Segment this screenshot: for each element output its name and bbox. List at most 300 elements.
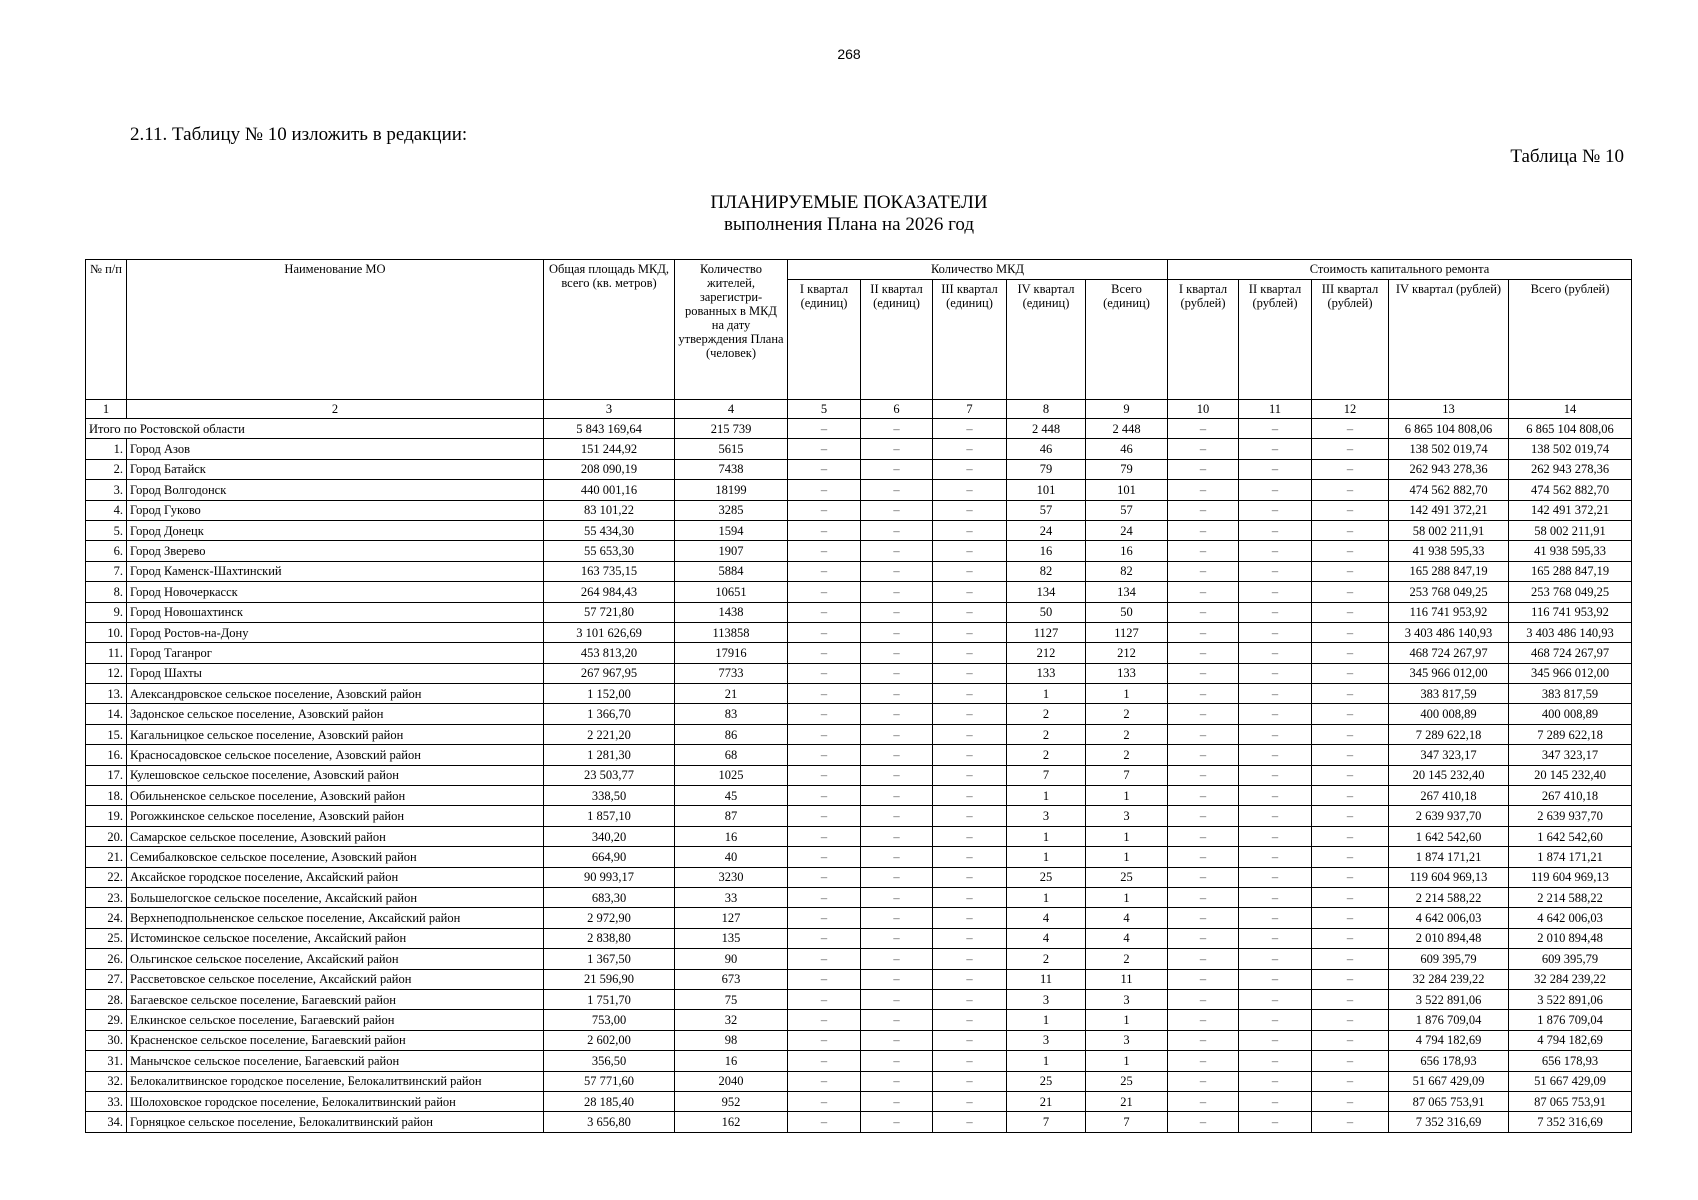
column-number: 6 — [861, 400, 933, 419]
cell-residents: 135 — [675, 928, 788, 948]
cell-q2-cost: – — [1239, 439, 1312, 459]
cell-total-units: 82 — [1086, 561, 1168, 581]
table-row — [86, 928, 1632, 948]
cell-q1-units: – — [788, 969, 861, 989]
total-area: 5 843 169,64 — [544, 419, 675, 439]
cell-total-cost: 41 938 595,33 — [1509, 541, 1632, 561]
cell-q4-units: 16 — [1007, 541, 1086, 561]
cell-total-units: 4 — [1086, 908, 1168, 928]
cell-q2-cost: – — [1239, 1091, 1312, 1111]
cell-name: Город Зверево — [127, 541, 544, 561]
cell-q3-cost: – — [1312, 765, 1389, 785]
cell-q4-cost: 7 352 316,69 — [1389, 1112, 1509, 1132]
column-number: 2 — [127, 400, 544, 419]
cell-q4-cost: 87 065 753,91 — [1389, 1091, 1509, 1111]
cell-residents: 87 — [675, 806, 788, 826]
total-residents: 215 739 — [675, 419, 788, 439]
cell-q1-cost: – — [1168, 908, 1239, 928]
cell-q3-cost: – — [1312, 949, 1389, 969]
cell-name: Елкинское сельское поселение, Багаевский район — [127, 1010, 544, 1030]
cell-q2-units: – — [861, 439, 933, 459]
cell-no: 17. — [86, 765, 127, 785]
cell-q1-units: – — [788, 1051, 861, 1071]
cell-q2-units: – — [861, 949, 933, 969]
cell-q4-units: 25 — [1007, 867, 1086, 887]
cell-residents: 1438 — [675, 602, 788, 622]
table-row — [86, 989, 1632, 1009]
cell-q3-units: – — [933, 847, 1007, 867]
cell-q1-units: – — [788, 602, 861, 622]
cell-q2-cost: – — [1239, 765, 1312, 785]
cell-q1-units: – — [788, 500, 861, 520]
cell-total-cost: 656 178,93 — [1509, 1051, 1632, 1071]
cell-q2-cost: – — [1239, 887, 1312, 907]
cell-q3-cost: – — [1312, 459, 1389, 479]
cell-total-units: 25 — [1086, 1071, 1168, 1091]
cell-q1-units: – — [788, 582, 861, 602]
cell-q4-cost: 2 639 937,70 — [1389, 806, 1509, 826]
cell-q4-cost: 138 502 019,74 — [1389, 439, 1509, 459]
column-number: 1 — [86, 400, 127, 419]
cell-q2-cost: – — [1239, 500, 1312, 520]
cell-q3-cost: – — [1312, 684, 1389, 704]
cell-total-units: 79 — [1086, 459, 1168, 479]
cell-total-cost: 7 289 622,18 — [1509, 724, 1632, 744]
cell-q4-cost: 32 284 239,22 — [1389, 969, 1509, 989]
table-row — [86, 561, 1632, 581]
cell-q2-cost: – — [1239, 684, 1312, 704]
cell-total-cost: 2 214 588,22 — [1509, 887, 1632, 907]
cell-name: Город Новошахтинск — [127, 602, 544, 622]
cell-no: 4. — [86, 500, 127, 520]
cell-no: 21. — [86, 847, 127, 867]
cell-q3-cost: – — [1312, 439, 1389, 459]
cell-q4-units: 1 — [1007, 847, 1086, 867]
cell-total-units: 21 — [1086, 1091, 1168, 1111]
cell-total-cost: 400 008,89 — [1509, 704, 1632, 724]
cell-total-units: 1 — [1086, 887, 1168, 907]
cell-q3-cost: – — [1312, 724, 1389, 744]
cell-area: 340,20 — [544, 826, 675, 846]
cell-q1-units: – — [788, 1010, 861, 1030]
cell-total-cost: 51 667 429,09 — [1509, 1071, 1632, 1091]
cell-q1-cost: – — [1168, 1091, 1239, 1111]
cell-residents: 16 — [675, 826, 788, 846]
cell-q1-units: – — [788, 419, 861, 439]
cell-q1-cost: – — [1168, 1051, 1239, 1071]
document-title: ПЛАНИРУЕМЫЕ ПОКАЗАТЕЛИ — [710, 192, 988, 213]
cell-q2-cost: – — [1239, 806, 1312, 826]
cell-q4-cost: 609 395,79 — [1389, 949, 1509, 969]
cell-no: 27. — [86, 969, 127, 989]
cell-total-units: 50 — [1086, 602, 1168, 622]
cell-q2-units: – — [861, 908, 933, 928]
cell-no: 7. — [86, 561, 127, 581]
cell-area: 1 857,10 — [544, 806, 675, 826]
cell-q1-cost: – — [1168, 704, 1239, 724]
cell-name: Горняцкое сельское поселение, Белокалитвинский район — [127, 1112, 544, 1132]
cell-q1-cost: – — [1168, 928, 1239, 948]
cell-q4-units: 134 — [1007, 582, 1086, 602]
cell-q4-units: 2 — [1007, 724, 1086, 744]
cell-q4-cost: 1 874 171,21 — [1389, 847, 1509, 867]
cell-area: 21 596,90 — [544, 969, 675, 989]
cell-no: 3. — [86, 480, 127, 500]
cell-total-units: 3 — [1086, 989, 1168, 1009]
cell-no: 33. — [86, 1091, 127, 1111]
intro-text: 2.11. Таблицу № 10 изложить в редакции: — [130, 124, 468, 145]
cell-q2-cost: – — [1239, 622, 1312, 642]
cell-residents: 83 — [675, 704, 788, 724]
cell-q3-units: – — [933, 1071, 1007, 1091]
cell-q2-units: – — [861, 786, 933, 806]
cell-total-cost: 474 562 882,70 — [1509, 480, 1632, 500]
cell-name: Истоминское сельское поселение, Аксайский район — [127, 928, 544, 948]
table-row — [86, 847, 1632, 867]
table-row — [86, 745, 1632, 765]
cell-name: Рогожкинское сельское поселение, Азовский район — [127, 806, 544, 826]
table-row — [86, 724, 1632, 744]
cell-q1-cost: – — [1168, 826, 1239, 846]
cell-total-units: 24 — [1086, 520, 1168, 540]
cell-name: Красненское сельское поселение, Багаевский район — [127, 1030, 544, 1050]
cell-total-cost: 1 874 171,21 — [1509, 847, 1632, 867]
cell-name: Большелогское сельское поселение, Аксайский район — [127, 887, 544, 907]
cell-q3-cost: – — [1312, 786, 1389, 806]
cell-q4-units: 57 — [1007, 500, 1086, 520]
cell-q1-cost: – — [1168, 541, 1239, 561]
cell-residents: 33 — [675, 887, 788, 907]
cell-q2-units: – — [861, 663, 933, 683]
column-number: 13 — [1389, 400, 1509, 419]
cell-q1-units: – — [788, 826, 861, 846]
cell-q2-units: – — [861, 500, 933, 520]
cell-no: 14. — [86, 704, 127, 724]
cell-q4-cost: 116 741 953,92 — [1389, 602, 1509, 622]
cell-total-units: 1 — [1086, 786, 1168, 806]
cell-total-units: 11 — [1086, 969, 1168, 989]
table-row — [86, 602, 1632, 622]
cell-total-units: 2 — [1086, 704, 1168, 724]
cell-q4-cost: 267 410,18 — [1389, 786, 1509, 806]
column-number: 9 — [1086, 400, 1168, 419]
cell-q1-cost: – — [1168, 1030, 1239, 1050]
cell-q1-units: – — [788, 908, 861, 928]
document-subtitle: выполнения Плана на 2026 год — [723, 214, 975, 235]
cell-q4-units: 2 — [1007, 949, 1086, 969]
cell-q4-cost: 20 145 232,40 — [1389, 765, 1509, 785]
cell-q1-units: – — [788, 806, 861, 826]
cell-area: 338,50 — [544, 786, 675, 806]
table-row — [86, 459, 1632, 479]
cell-total-cost: 347 323,17 — [1509, 745, 1632, 765]
cell-name: Город Таганрог — [127, 643, 544, 663]
cell-q4-cost: 253 768 049,25 — [1389, 582, 1509, 602]
cell-q3-cost: – — [1312, 561, 1389, 581]
cell-q4-cost: 119 604 969,13 — [1389, 867, 1509, 887]
cell-q4-units: 101 — [1007, 480, 1086, 500]
cell-q1-units: – — [788, 459, 861, 479]
cell-total-units: 1 — [1086, 1010, 1168, 1030]
table-row — [86, 684, 1632, 704]
table-row — [86, 582, 1632, 602]
cell-total-units: 16 — [1086, 541, 1168, 561]
cell-q2-units: – — [861, 847, 933, 867]
cell-q2-units: – — [861, 867, 933, 887]
cell-total-cost: 267 410,18 — [1509, 786, 1632, 806]
header-name: Наименование МО — [127, 260, 544, 400]
cell-q2-units: – — [861, 1071, 933, 1091]
table-row — [86, 1010, 1632, 1030]
cell-q3-units: – — [933, 1051, 1007, 1071]
cell-q1-cost: – — [1168, 847, 1239, 867]
cell-residents: 40 — [675, 847, 788, 867]
table-row — [86, 1051, 1632, 1071]
cell-no: 18. — [86, 786, 127, 806]
cell-q3-units: – — [933, 561, 1007, 581]
cell-q2-units: – — [861, 806, 933, 826]
cell-q2-cost: – — [1239, 786, 1312, 806]
cell-q3-cost: – — [1312, 643, 1389, 663]
cell-q4-units: 2 — [1007, 704, 1086, 724]
cell-residents: 86 — [675, 724, 788, 744]
cell-q1-cost: – — [1168, 969, 1239, 989]
cell-q4-cost: 2 010 894,48 — [1389, 928, 1509, 948]
cell-total-cost: 1 876 709,04 — [1509, 1010, 1632, 1030]
cell-residents: 90 — [675, 949, 788, 969]
cell-residents: 1025 — [675, 765, 788, 785]
cell-area: 440 001,16 — [544, 480, 675, 500]
cell-q3-cost: – — [1312, 1030, 1389, 1050]
cell-q2-units: – — [861, 1091, 933, 1111]
cell-total-units: 46 — [1086, 439, 1168, 459]
column-number: 12 — [1312, 400, 1389, 419]
cell-no: 23. — [86, 887, 127, 907]
cell-q2-cost: – — [1239, 989, 1312, 1009]
table-row — [86, 786, 1632, 806]
cell-q3-units: – — [933, 724, 1007, 744]
cell-q4-cost: 474 562 882,70 — [1389, 480, 1509, 500]
cell-q3-units: – — [933, 480, 1007, 500]
cell-name: Город Ростов-на-Дону — [127, 622, 544, 642]
cell-q4-units: 1 — [1007, 887, 1086, 907]
cell-q2-cost: – — [1239, 643, 1312, 663]
cell-total-cost: 345 966 012,00 — [1509, 663, 1632, 683]
cell-name: Город Шахты — [127, 663, 544, 683]
cell-name: Ольгинское сельское поселение, Аксайский район — [127, 949, 544, 969]
cell-q4-units: 1127 — [1007, 622, 1086, 642]
cell-no: 2. — [86, 459, 127, 479]
cell-q4-cost: 347 323,17 — [1389, 745, 1509, 765]
table-row — [86, 1030, 1632, 1050]
cell-q3-units: – — [933, 989, 1007, 1009]
cell-residents: 75 — [675, 989, 788, 1009]
cell-q1-cost: – — [1168, 459, 1239, 479]
cell-q3-units: – — [933, 908, 1007, 928]
cell-no: 9. — [86, 602, 127, 622]
cell-q1-units: – — [788, 765, 861, 785]
table-row — [86, 622, 1632, 642]
cell-q3-cost: – — [1312, 908, 1389, 928]
cell-residents: 32 — [675, 1010, 788, 1030]
cell-no: 22. — [86, 867, 127, 887]
cell-q3-units: – — [933, 541, 1007, 561]
cell-q2-units: – — [861, 582, 933, 602]
cell-q2-units: – — [861, 826, 933, 846]
cell-q2-units: – — [861, 541, 933, 561]
cell-name: Город Гуково — [127, 500, 544, 520]
cell-total-units: 7 — [1086, 765, 1168, 785]
cell-q3-units: – — [933, 1030, 1007, 1050]
cell-total-cost: 3 522 891,06 — [1509, 989, 1632, 1009]
cell-q1-cost: – — [1168, 561, 1239, 581]
header-mkd-group: Количество МКД — [788, 260, 1168, 280]
table-row — [86, 826, 1632, 846]
cell-residents: 1907 — [675, 541, 788, 561]
cell-total-units: 1 — [1086, 684, 1168, 704]
cell-total-cost: 165 288 847,19 — [1509, 561, 1632, 581]
cell-q2-cost: – — [1239, 480, 1312, 500]
cell-total-units: 57 — [1086, 500, 1168, 520]
table-row — [86, 806, 1632, 826]
cell-residents: 17916 — [675, 643, 788, 663]
cell-q3-cost: – — [1312, 419, 1389, 439]
cell-q4-units: 212 — [1007, 643, 1086, 663]
cell-total-cost: 1 642 542,60 — [1509, 826, 1632, 846]
cell-name: Город Каменск-Шахтинский — [127, 561, 544, 581]
cell-q4-units: 50 — [1007, 602, 1086, 622]
header-q2-units: II квартал (единиц) — [861, 280, 933, 400]
cell-q3-cost: – — [1312, 541, 1389, 561]
indicators-table — [85, 259, 1632, 1133]
cell-q1-units: – — [788, 989, 861, 1009]
cell-q3-units: – — [933, 582, 1007, 602]
cell-no: 30. — [86, 1030, 127, 1050]
cell-q3-cost: – — [1312, 622, 1389, 642]
cell-area: 83 101,22 — [544, 500, 675, 520]
cell-area: 1 281,30 — [544, 745, 675, 765]
cell-q1-cost: – — [1168, 867, 1239, 887]
cell-q3-units: – — [933, 520, 1007, 540]
cell-q4-cost: 4 794 182,69 — [1389, 1030, 1509, 1050]
cell-q1-units: – — [788, 867, 861, 887]
cell-no: 26. — [86, 949, 127, 969]
cell-q4-units: 133 — [1007, 663, 1086, 683]
cell-q3-cost: – — [1312, 1112, 1389, 1132]
cell-q2-units: – — [861, 1030, 933, 1050]
cell-q4-cost: 468 724 267,97 — [1389, 643, 1509, 663]
total-label: Итого по Ростовской области — [86, 419, 544, 439]
cell-residents: 5615 — [675, 439, 788, 459]
header-residents: Количество жителей, зарегистри-рованных в МКД на дату утверждения Плана (человек) — [675, 260, 788, 400]
cell-no: 19. — [86, 806, 127, 826]
cell-q1-cost: – — [1168, 1071, 1239, 1091]
cell-area: 57 721,80 — [544, 602, 675, 622]
cell-total-units: 3 — [1086, 1030, 1168, 1050]
table-body — [86, 419, 1632, 1133]
cell-q1-units: – — [788, 928, 861, 948]
cell-total-units: 134 — [1086, 582, 1168, 602]
cell-q1-cost: – — [1168, 622, 1239, 642]
cell-q3-cost: – — [1312, 1051, 1389, 1071]
cell-total-units: 1 — [1086, 1051, 1168, 1071]
cell-q1-units: – — [788, 1071, 861, 1091]
cell-q3-cost: – — [1312, 847, 1389, 867]
cell-area: 2 972,90 — [544, 908, 675, 928]
cell-q3-cost: – — [1312, 867, 1389, 887]
table-row — [86, 969, 1632, 989]
column-number: 7 — [933, 400, 1007, 419]
cell-q4-cost: 656 178,93 — [1389, 1051, 1509, 1071]
cell-q3-cost: – — [1312, 989, 1389, 1009]
cell-q2-units: – — [861, 928, 933, 948]
cell-q3-units: – — [933, 867, 1007, 887]
cell-residents: 3285 — [675, 500, 788, 520]
cell-area: 90 993,17 — [544, 867, 675, 887]
table-row — [86, 867, 1632, 887]
total-q4-units: 2 448 — [1007, 419, 1086, 439]
cell-q1-units: – — [788, 1030, 861, 1050]
cell-q4-units: 79 — [1007, 459, 1086, 479]
cell-total-units: 2 — [1086, 745, 1168, 765]
page-number: 268 — [837, 46, 861, 62]
cell-q3-units: – — [933, 887, 1007, 907]
cell-q2-units: – — [861, 887, 933, 907]
total-cost: 6 865 104 808,06 — [1509, 419, 1632, 439]
cell-no: 1. — [86, 439, 127, 459]
cell-name: Город Новочеркасск — [127, 582, 544, 602]
cell-q1-cost: – — [1168, 806, 1239, 826]
cell-area: 453 813,20 — [544, 643, 675, 663]
cell-q4-units: 25 — [1007, 1071, 1086, 1091]
table-row — [86, 663, 1632, 683]
cell-q3-cost: – — [1312, 745, 1389, 765]
cell-residents: 98 — [675, 1030, 788, 1050]
cell-q2-units: – — [861, 724, 933, 744]
cell-q2-cost: – — [1239, 541, 1312, 561]
cell-total-cost: 3 403 486 140,93 — [1509, 622, 1632, 642]
cell-q3-units: – — [933, 969, 1007, 989]
cell-q1-units: – — [788, 541, 861, 561]
column-number: 10 — [1168, 400, 1239, 419]
cell-q1-cost: – — [1168, 989, 1239, 1009]
cell-residents: 162 — [675, 1112, 788, 1132]
cell-name: Красносадовское сельское поселение, Азовский район — [127, 745, 544, 765]
cell-q3-units: – — [933, 949, 1007, 969]
cell-q2-units: – — [861, 684, 933, 704]
cell-q2-cost: – — [1239, 847, 1312, 867]
table-row — [86, 439, 1632, 459]
cell-total-cost: 4 794 182,69 — [1509, 1030, 1632, 1050]
cell-total-units: 25 — [1086, 867, 1168, 887]
cell-no: 20. — [86, 826, 127, 846]
cell-name: Город Донецк — [127, 520, 544, 540]
cell-area: 683,30 — [544, 887, 675, 907]
cell-name: Кулешовское сельское поселение, Азовский район — [127, 765, 544, 785]
table-row — [86, 908, 1632, 928]
header-q4-rub: IV квартал (рублей) — [1389, 280, 1509, 400]
cell-q3-cost: – — [1312, 663, 1389, 683]
cell-q3-cost: – — [1312, 928, 1389, 948]
cell-q1-units: – — [788, 724, 861, 744]
title-block — [0, 192, 1698, 236]
header-q2-rub: II квартал (рублей) — [1239, 280, 1312, 400]
table-row — [86, 1112, 1632, 1132]
cell-q1-units: – — [788, 622, 861, 642]
cell-q1-cost: – — [1168, 1112, 1239, 1132]
cell-q1-cost: – — [1168, 786, 1239, 806]
cell-q4-units: 1 — [1007, 1051, 1086, 1071]
